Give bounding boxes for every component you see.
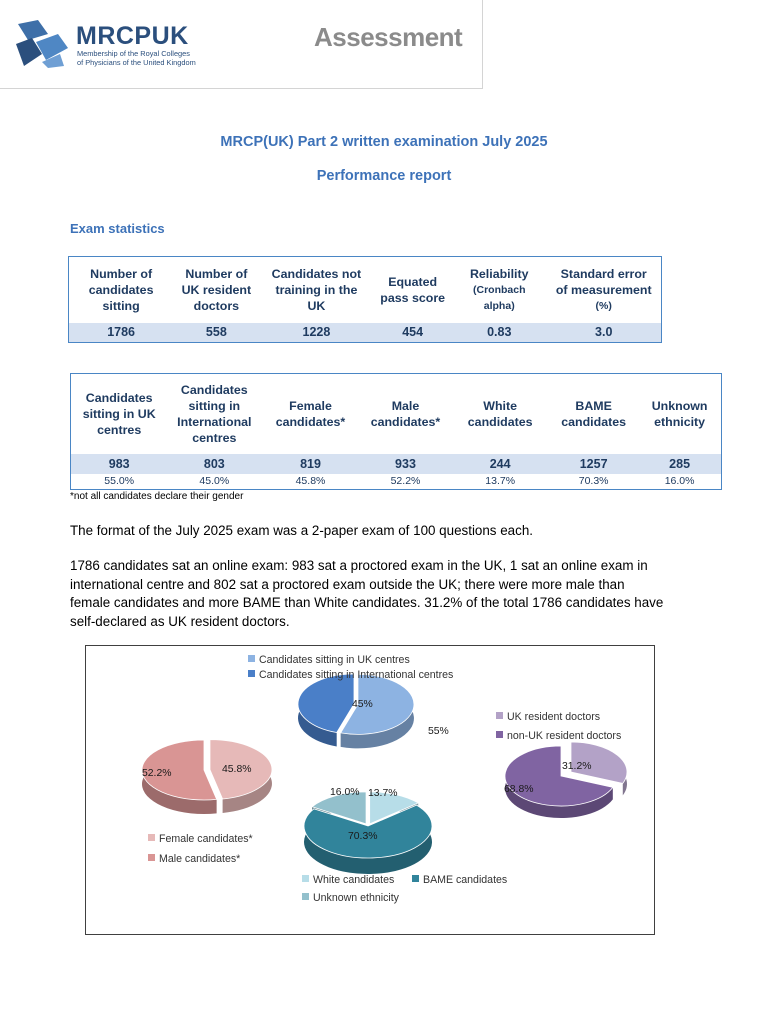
percent-international-centres: 45.0% <box>167 474 261 490</box>
legend-uk-resident: UK resident doctors <box>496 711 600 723</box>
legend-female: Female candidates* <box>148 833 253 845</box>
value-male-candidates: 933 <box>360 454 452 474</box>
percent-bame-candidates: 70.3% <box>549 474 638 490</box>
value-white-candidates: 244 <box>451 454 549 474</box>
assessment-heading: Assessment <box>314 22 463 52</box>
summary-line: self-declared as UK resident doctors. <box>70 613 290 629</box>
legend-swatch <box>496 731 503 738</box>
legend-swatch <box>148 854 155 861</box>
legend-swatch <box>302 893 309 900</box>
percent-white-candidates: 13.7% <box>451 474 549 490</box>
header-bame-candidates: BAME candidates <box>561 398 626 429</box>
header-white-candidates: White candidates <box>467 398 533 429</box>
exam-format-paragraph: The format of the July 2025 exam was a 2-paper exam of 100 questions each. <box>70 523 533 538</box>
header-female-candidates: Female candidates* <box>275 398 346 429</box>
header-uk-resident-doctors: Number of UK resident doctors <box>181 266 252 313</box>
mrcpuk-logo-icon <box>14 18 70 70</box>
value-unknown-ethnicity: 285 <box>638 454 721 474</box>
logo-subtitle <box>77 49 227 67</box>
table-row <box>71 454 722 474</box>
value-reliability: 0.83 <box>452 323 546 343</box>
header-candidates-sitting: Number of candidates sitting <box>88 266 154 313</box>
page-subtitle: Performance report <box>316 168 452 184</box>
header-reliability: Reliability (Cronbach alpha) <box>469 266 529 312</box>
header-unknown-ethnicity: Unknown ethnicity <box>651 398 708 429</box>
legend-uk-centres: Candidates sitting in UK centres <box>248 654 410 666</box>
pie-charts-panel <box>85 645 655 935</box>
logo-name: MRCPUK <box>76 22 189 50</box>
legend-white: White candidates <box>302 874 394 886</box>
label-white: 13.7% <box>368 788 398 799</box>
label-international-centres: 45% <box>352 699 373 710</box>
value-equated-pass-score: 454 <box>373 323 452 343</box>
percent-unknown-ethnicity: 16.0% <box>638 474 721 490</box>
legend-bame: BAME candidates <box>412 874 507 886</box>
exam-statistics-table <box>68 256 662 343</box>
label-male: 52.2% <box>142 768 172 779</box>
legend-international-centres: Candidates sitting in International centres <box>248 669 453 681</box>
value-uk-resident-doctors: 558 <box>173 323 259 343</box>
value-candidates-sitting: 1786 <box>69 323 174 343</box>
header-male-candidates: Male candidates* <box>370 398 441 429</box>
table-row <box>69 323 662 343</box>
percent-female-candidates: 45.8% <box>261 474 359 490</box>
summary-paragraph <box>70 557 710 631</box>
table-header-row <box>69 257 662 323</box>
legend-swatch <box>302 875 309 882</box>
summary-line: international centre and 802 sat a proctored exam outside the UK; there were more male than <box>70 576 625 592</box>
label-uk-resident: 31.2% <box>562 761 592 772</box>
label-non-uk-resident: 68.8% <box>504 784 534 795</box>
page-title: MRCP(UK) Part 2 written examination July 2025 <box>220 134 548 150</box>
value-bame-candidates: 1257 <box>549 454 638 474</box>
report-header <box>0 0 483 89</box>
table-row-percent <box>71 474 722 490</box>
gender-footnote: *not all candidates declare their gender <box>70 491 244 502</box>
value-standard-error: 3.0 <box>546 323 661 343</box>
label-bame: 70.3% <box>348 831 378 842</box>
summary-line: female candidates and more BAME than White candidates. 31.2% of the total 1786 candidates have <box>70 595 664 610</box>
value-international-centres: 803 <box>167 454 261 474</box>
legend-swatch <box>248 655 255 662</box>
legend-swatch <box>248 670 255 677</box>
legend-male: Male candidates* <box>148 853 240 865</box>
header-candidates-not-training-uk: Candidates not training in the UK <box>271 266 362 313</box>
legend-swatch <box>412 875 419 882</box>
value-candidates-not-training-uk: 1228 <box>260 323 374 343</box>
value-female-candidates: 819 <box>261 454 359 474</box>
legend-non-uk-resident: non-UK resident doctors <box>496 730 621 742</box>
header-uk-centres: Candidates sitting in UK centres <box>82 390 156 437</box>
logo-subtitle-line: Membership of the Royal Colleges <box>77 49 190 58</box>
header-equated-pass-score: Equated pass score <box>380 274 446 305</box>
percent-uk-centres: 55.0% <box>71 474 168 490</box>
table-header-row <box>71 374 722 454</box>
header-standard-error: Standard error of measurement (%) <box>555 266 652 312</box>
section-title: Exam statistics <box>70 221 165 236</box>
value-uk-centres: 983 <box>71 454 168 474</box>
label-unknown: 16.0% <box>330 787 360 798</box>
label-female: 45.8% <box>222 764 252 775</box>
summary-line: 1786 candidates sat an online exam: 983 sat a proctored exam in the UK, 1 sat an online exam in <box>70 558 648 573</box>
header-international-centres: Candidates sitting in International centres <box>177 382 252 445</box>
legend-swatch <box>148 834 155 841</box>
label-uk-centres: 55% <box>428 726 449 737</box>
logo-subtitle-line: of Physicians of the United Kingdom <box>77 58 196 67</box>
legend-unknown: Unknown ethnicity <box>302 892 399 904</box>
candidate-demographics-table <box>70 373 722 490</box>
percent-male-candidates: 52.2% <box>360 474 452 490</box>
legend-swatch <box>496 712 503 719</box>
